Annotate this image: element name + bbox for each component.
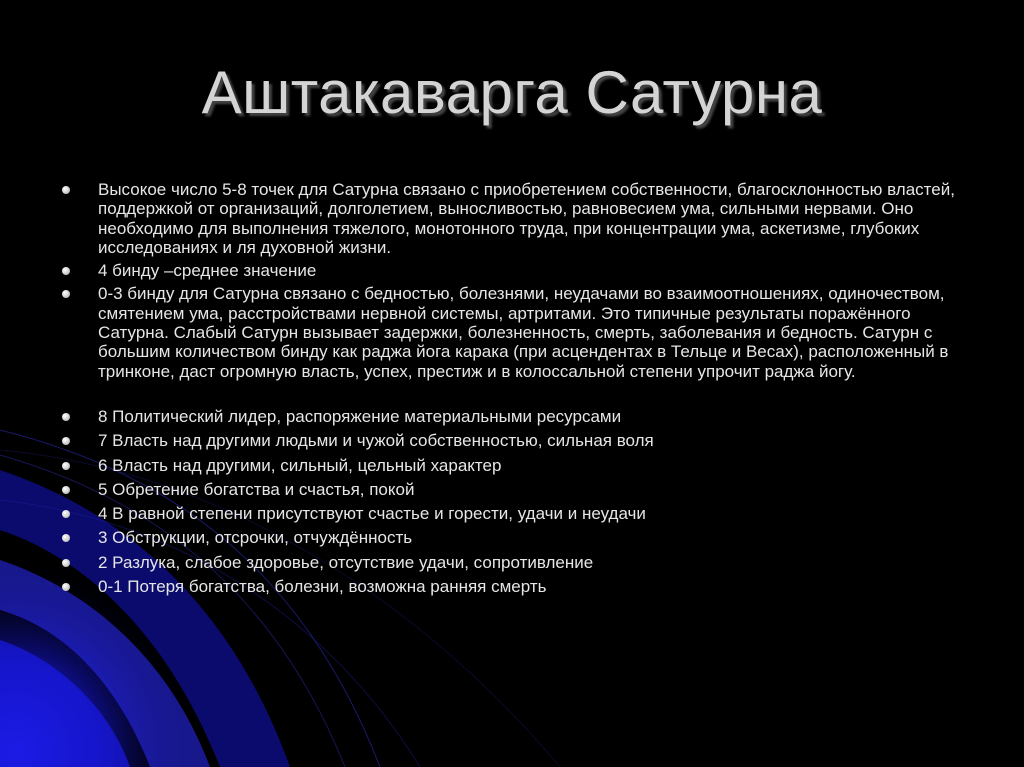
bullet-text: 0-1 Потеря богатства, болезни, возможна ранняя смерть [98,577,547,597]
bullet-text: 8 Политический лидер, распоряжение материальными ресурсами [98,406,622,426]
slide-title: Аштакаварга Сатурна [201,59,823,126]
bullet-text: 4 В равной степени присутствуют счастье и горести, удачи и неудачи [98,504,646,524]
bullet-icon [62,413,70,421]
bullet-item [60,528,980,547]
bullet-icon [62,559,70,567]
bullet-text: 6 Власть над другими, сильный, цельный характер [98,455,502,475]
bullet-icon [62,186,70,194]
bullet-item [60,180,980,257]
bullet-item [60,407,980,426]
bullet-text: 3 Обструкции, отсрочки, отчуждённость [98,528,413,548]
bullet-text: 4 бинду –среднее значение [98,261,317,281]
bullet-text: 5 Обретение богатства и счастья, покой [98,479,415,499]
bullet-item [60,261,980,280]
bullet-icon [62,437,70,445]
bullet-item [60,431,980,450]
bullet-item [60,284,980,380]
bullet-text: 0-3 бинду для Сатурна связано с бедностью, болезнями, неудачами во взаимоотношениях, одиночеством, смятением ума, расстройствами нервной системы, артритами. Это типичные результаты поражённого Сатурна. Слабый Сатурн вызывает задержки, болезненность, смерть, заболевания и бедность. Сатурн с большим количеством бинду как раджа йога карака (при асцендентах в Тельце и Весах), расположенный в тринконе, даст огромную власть, успех, престиж и в колоссальной степени упрочит раджа йогу. [98,284,949,381]
bullet-icon [62,583,70,591]
bullet-item [60,504,980,523]
bullet-icon [62,510,70,518]
bullet-icon [62,290,70,298]
bullet-item [60,553,980,572]
bullet-icon [62,267,70,275]
bullet-icon [62,534,70,542]
bullet-item [60,577,980,596]
bullet-item [60,456,980,475]
bullet-icon [62,462,70,470]
bullet-item [60,480,980,499]
bullet-icon [62,486,70,494]
bullet-text: Высокое число 5-8 точек для Сатурна связано с приобретением собственности, благосклонностью властей, поддержкой от организаций, долголетием, выносливостью, равновесием ума, сильными нервами. Оно необходимо для выполнения тяжелого, монотонного труда, при концентрации ума, аскетизме, глубоких исследованиях и ля духовной жизни. [98,180,955,257]
bullet-list [60,180,980,601]
bullet-text: 2 Разлука, слабое здоровье, отсутствие удачи, сопротивление [98,552,594,572]
bullet-text: 7 Власть над другими людьми и чужой собственностью, сильная воля [98,431,654,451]
